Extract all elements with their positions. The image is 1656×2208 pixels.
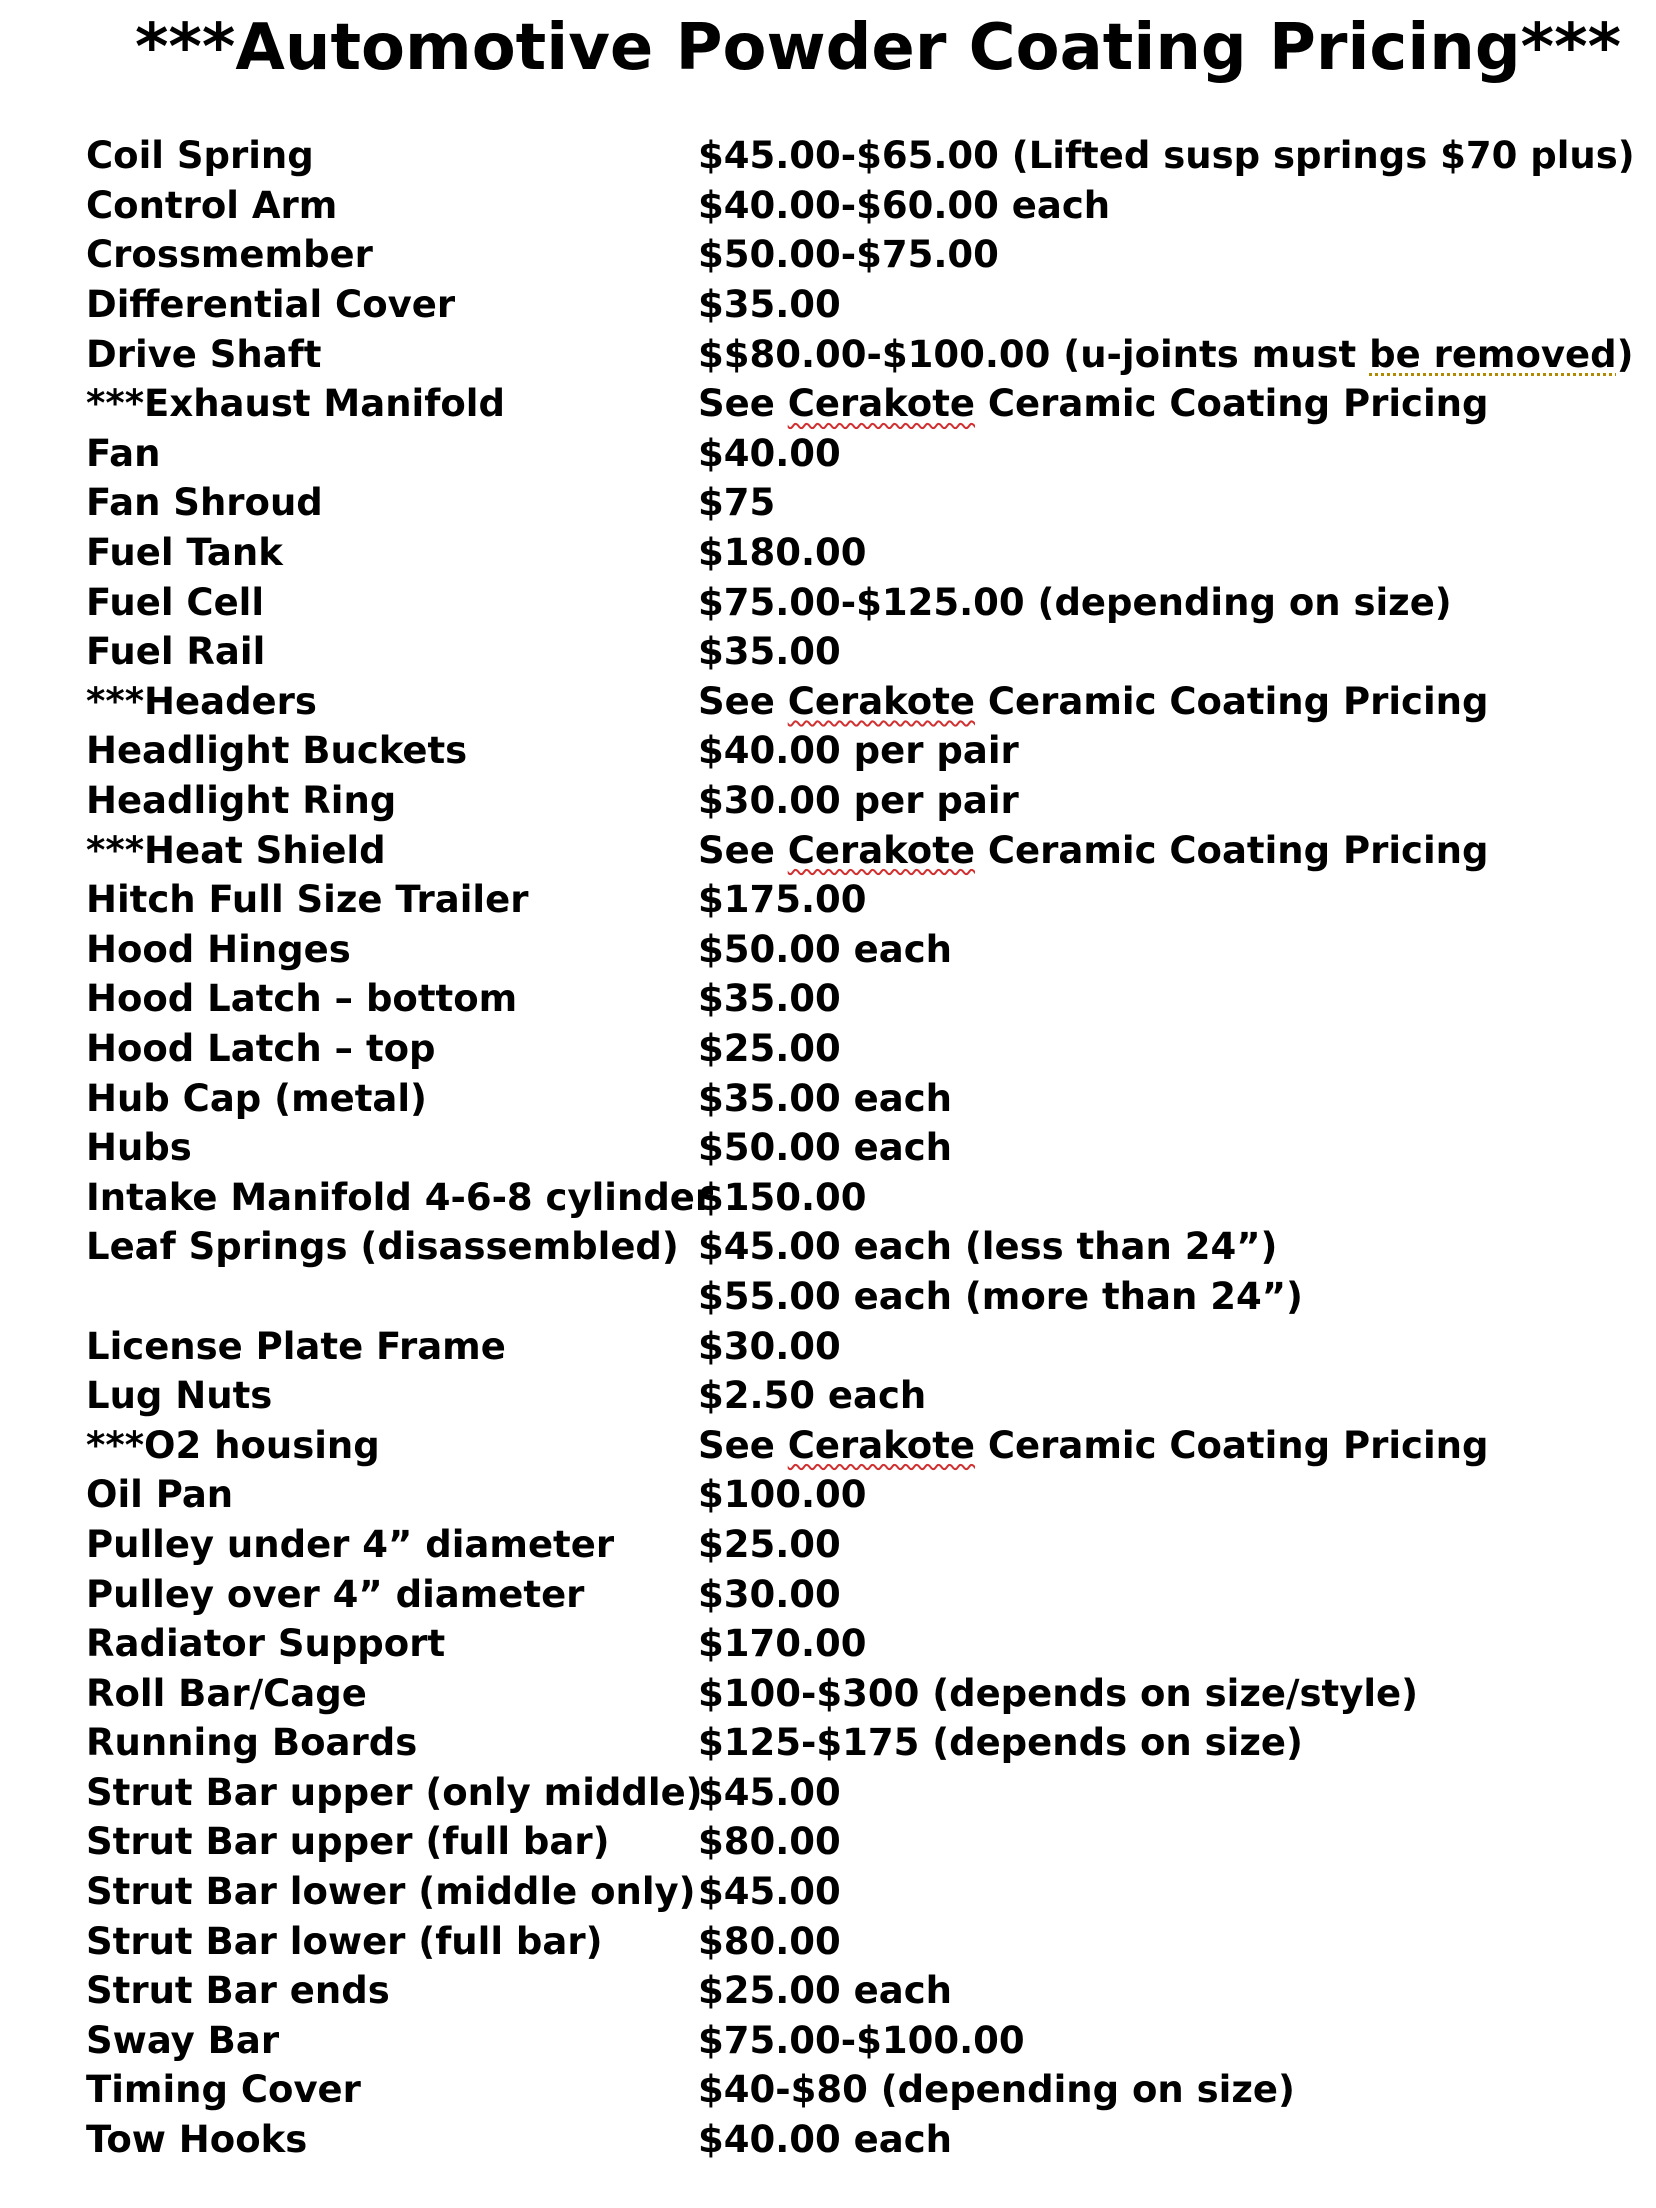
price-text: See — [698, 1423, 788, 1467]
item-name: ***Headers — [86, 679, 317, 723]
item-price — [698, 680, 1586, 723]
item-price: $75 — [698, 481, 776, 525]
price-text: ) — [1616, 332, 1634, 376]
price-row-headlight-buckets — [86, 726, 1586, 776]
item-price: $175.00 — [698, 878, 867, 922]
price-text: Ceramic Coating Pricing — [975, 828, 1489, 872]
misspelled-word[interactable]: Cerakote — [787, 828, 975, 872]
price-text: See — [698, 382, 788, 426]
item-name: Hood Hinges — [86, 927, 351, 971]
item-price: $45.00 — [698, 1770, 841, 1814]
item-name: Fan Shroud — [86, 481, 323, 525]
item-name: Roll Bar/Cage — [86, 1671, 367, 1715]
price-row-hitch — [86, 875, 1586, 925]
item-name: Running Boards — [86, 1721, 418, 1765]
price-row-fuel-cell — [86, 577, 1586, 627]
price-row-lug-nuts — [86, 1371, 1586, 1421]
item-price — [698, 829, 1586, 872]
item-name: Crossmember — [86, 233, 373, 277]
price-row-strut-upper-full — [86, 1817, 1586, 1867]
item-name: Differential Cover — [86, 283, 456, 327]
item-name: Tow Hooks — [86, 2118, 308, 2162]
item-price: $35.00 each — [698, 1076, 952, 1120]
item-price: $35.00 — [698, 977, 841, 1021]
item-price: $50.00 each — [698, 1126, 952, 1170]
item-name: Fuel Rail — [86, 630, 266, 674]
item-price: $40.00 — [698, 431, 841, 475]
price-row-fuel-tank — [86, 528, 1586, 578]
price-text: Ceramic Coating Pricing — [975, 1423, 1489, 1467]
price-row-fan — [86, 429, 1586, 479]
item-price: $40.00 each — [698, 2118, 952, 2162]
price-row-pulley-under — [86, 1520, 1586, 1570]
price-row-headers — [86, 677, 1586, 727]
price-list — [86, 131, 1635, 2164]
item-price: $40.00 per pair — [698, 729, 1019, 773]
item-price: $40.00-$60.00 each — [698, 183, 1111, 227]
item-price — [698, 1424, 1586, 1467]
price-row-headlight-ring — [86, 776, 1586, 826]
item-name: ***Exhaust Manifold — [86, 382, 505, 426]
price-row-fuel-rail — [86, 627, 1586, 677]
item-price: $30.00 per pair — [698, 779, 1019, 823]
price-row-hub-cap — [86, 1073, 1586, 1123]
item-price: $180.00 — [698, 531, 867, 575]
misspelled-word[interactable]: Cerakote — [787, 679, 975, 723]
item-name: Coil Spring — [86, 134, 314, 178]
price-row-heat-shield — [86, 825, 1586, 875]
price-row-leaf-springs-continued — [86, 1272, 1586, 1322]
price-row-radiator-support — [86, 1619, 1586, 1669]
item-name: Strut Bar ends — [86, 1969, 390, 2013]
item-price: $80.00 — [698, 1820, 841, 1864]
item-name: Timing Cover — [86, 2068, 361, 2112]
item-price: $100.00 — [698, 1473, 867, 1517]
item-price: $75.00-$100.00 — [698, 2018, 1025, 2062]
price-row-strut-lower-full — [86, 1916, 1586, 1966]
item-price: $25.00 — [698, 1522, 841, 1566]
item-name: ***Heat Shield — [86, 828, 386, 872]
misspelled-word[interactable]: Cerakote — [787, 382, 975, 426]
item-price: $45.00 each (less than 24”) — [698, 1225, 1278, 1269]
price-text: $$80.00-$100.00 (u-joints must — [698, 332, 1370, 376]
price-row-strut-lower-middle — [86, 1867, 1586, 1917]
price-row-tow-hooks — [86, 2115, 1586, 2165]
item-name: Pulley over 4” diameter — [86, 1572, 585, 1616]
item-price: $75.00-$125.00 (depending on size) — [698, 580, 1452, 624]
item-name: License Plate Frame — [86, 1324, 506, 1368]
price-row-drive-shaft — [86, 329, 1634, 379]
item-name: Pulley under 4” diameter — [86, 1522, 615, 1566]
item-name: Strut Bar lower (full bar) — [86, 1919, 603, 1963]
grammar-flagged-text[interactable]: be removed — [1369, 332, 1617, 376]
item-name: Strut Bar upper (full bar) — [86, 1820, 610, 1864]
item-price: $30.00 — [698, 1324, 841, 1368]
item-name: Hub Cap (metal) — [86, 1076, 427, 1120]
item-name: Strut Bar upper (only middle) — [86, 1770, 703, 1814]
item-name: Fuel Tank — [86, 531, 283, 575]
price-row-differential-cover — [86, 280, 1586, 330]
price-row-hood-hinges — [86, 925, 1586, 975]
item-price: $40-$80 (depending on size) — [698, 2068, 1295, 2112]
item-price: $45.00 — [698, 1870, 841, 1914]
item-name: Drive Shaft — [86, 332, 322, 376]
price-row-strut-upper-middle — [86, 1768, 1586, 1818]
price-row-exhaust-manifold — [86, 379, 1586, 429]
price-row-pulley-over — [86, 1569, 1586, 1619]
item-name: Intake Manifold 4-6-8 cylinder — [86, 1175, 714, 1219]
item-price: $25.00 — [698, 1026, 841, 1070]
item-price: $170.00 — [698, 1622, 867, 1666]
item-name: Sway Bar — [86, 2018, 280, 2062]
price-row-hubs — [86, 1123, 1586, 1173]
item-name: Headlight Buckets — [86, 729, 468, 773]
item-name: Leaf Springs (disassembled) — [86, 1225, 679, 1269]
item-price: $45.00-$65.00 (Lifted susp springs $70 plus) — [698, 134, 1635, 178]
price-row-intake-manifold — [86, 1172, 1586, 1222]
price-row-control-arm — [86, 181, 1586, 231]
item-name: Hood Latch – bottom — [86, 977, 518, 1021]
item-price: $80.00 — [698, 1919, 841, 1963]
item-name: ***O2 housing — [86, 1423, 380, 1467]
item-price: $35.00 — [698, 283, 841, 327]
item-price: $35.00 — [698, 630, 841, 674]
price-row-license-plate-frame — [86, 1321, 1586, 1371]
item-name: Oil Pan — [86, 1473, 234, 1517]
price-row-strut-ends — [86, 1966, 1586, 2016]
price-row-sway-bar — [86, 2016, 1586, 2066]
item-name: Headlight Ring — [86, 779, 397, 823]
item-name: Strut Bar lower (middle only) — [86, 1870, 696, 1914]
price-row-o2-housing — [86, 1420, 1586, 1470]
item-price — [698, 382, 1586, 425]
item-name: Lug Nuts — [86, 1374, 273, 1418]
item-price: $25.00 each — [698, 1969, 952, 2013]
item-name: Fan — [86, 431, 161, 475]
item-name: Radiator Support — [86, 1622, 446, 1666]
price-row-fan-shroud — [86, 478, 1586, 528]
price-row-leaf-springs — [86, 1222, 1586, 1272]
price-text: See — [698, 679, 788, 723]
price-row-timing-cover — [86, 2065, 1586, 2115]
item-price: $50.00 each — [698, 927, 952, 971]
item-name: Hood Latch – top — [86, 1026, 436, 1070]
price-text: Ceramic Coating Pricing — [975, 679, 1489, 723]
item-price: $100-$300 (depends on size/style) — [698, 1671, 1419, 1715]
price-text: Ceramic Coating Pricing — [975, 382, 1489, 426]
item-name: Control Arm — [86, 183, 338, 227]
price-row-hood-latch-bottom — [86, 974, 1586, 1024]
item-name: Hubs — [86, 1126, 192, 1170]
price-row-running-boards — [86, 1718, 1586, 1768]
item-price: $125-$175 (depends on size) — [698, 1721, 1303, 1765]
price-row-coil-spring — [86, 131, 1635, 181]
misspelled-word[interactable]: Cerakote — [787, 1423, 975, 1467]
item-price: $30.00 — [698, 1572, 841, 1616]
item-price: $55.00 each (more than 24”) — [698, 1274, 1303, 1318]
item-price — [698, 333, 1634, 376]
price-row-hood-latch-top — [86, 1024, 1586, 1074]
item-price: $150.00 — [698, 1175, 867, 1219]
item-price: $50.00-$75.00 — [698, 233, 999, 277]
price-text: See — [698, 828, 788, 872]
item-name: Hitch Full Size Trailer — [86, 878, 529, 922]
item-name: Fuel Cell — [86, 580, 265, 624]
price-row-crossmember — [86, 230, 1586, 280]
price-row-oil-pan — [86, 1470, 1586, 1520]
price-row-roll-bar — [86, 1668, 1586, 1718]
page-title: ***Automotive Powder Coating Pricing*** — [134, 11, 1622, 85]
item-price: $2.50 each — [698, 1374, 927, 1418]
